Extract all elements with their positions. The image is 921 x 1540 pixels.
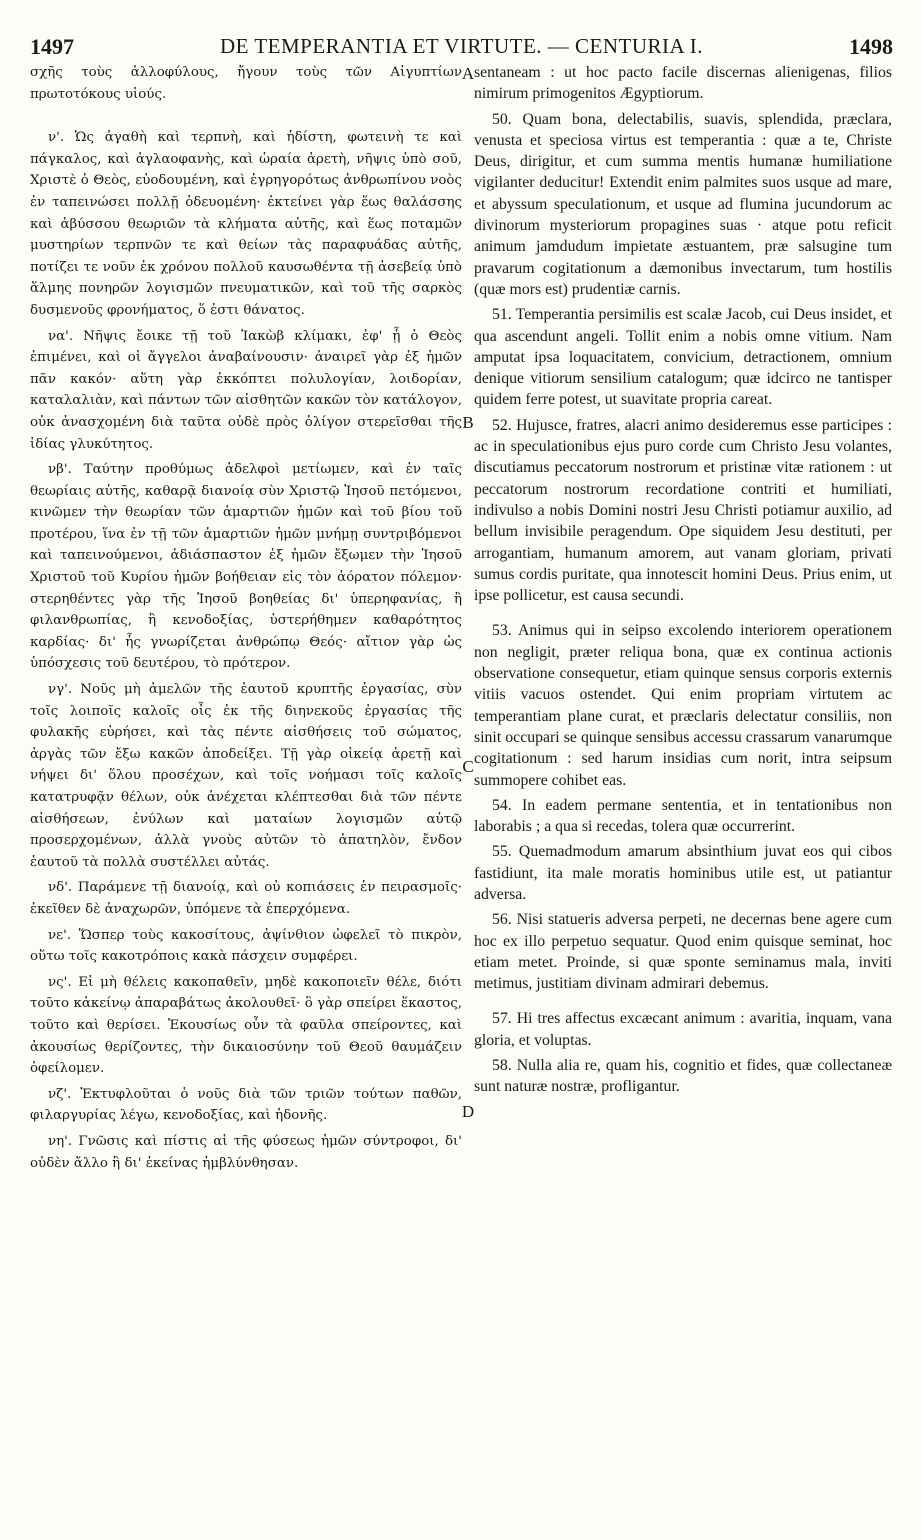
latin-paragraph-58: 58. Nulla alia re, quam his, cognitio et fides, quæ collectaneæ sunt naturæ nostræ, profligantur. [474, 1057, 892, 1096]
greek-paragraph-55: νε'. Ὥσπερ τοὺς κακοσίτους, ἀψίνθιον ὠφελεῖ τὸ πικρὸν, οὕτω τοῖς κακοτρόποις κακὰ πάσχειν συμφέρει. [30, 927, 462, 965]
latin-paragraph-50: 50. Quam bona, delectabilis, suavis, splendida, præclara, venusta et speciosa virtus est temperantia : quæ a te, Christe Deus, dirigitur, et cum summa mentis humanæ humiliatione vigilanter deducitur! Extendit enim palmites suos usque ad mare, et abyssum speculationum, et usque ad flumina jucundorum ac divinorum mysteriorum propagines suas · atque potu reficit animum jamdudum impietate æstuantem, præ salsugine tum pravarum cogitationum a dæmonibus invectarum, tum hostilis (quæ mors est) prudentiæ carnis. [474, 110, 892, 298]
latin-paragraph-57: 57. Hi tres affectus excæcant animum : avaritia, inquam, vana gloria, et voluptas. [474, 1010, 892, 1049]
greek-paragraph-56: νς'. Εἰ μὴ θέλεις κακοπαθεῖν, μηδὲ κακοποιεῖν θέλε, διότι τοῦτο κἀκείνῳ ἀπαραβάτως ἀκολουθεῖ· ὃ γὰρ σπείρει ἕκαστος, τοῦτο καὶ θερίσει. Ἑκουσίως οὖν τὰ φαῦλα σπείροντες, καὶ ἀκουσίως θερίζοντες, τὴν δικαιοσύνην τοῦ Θεοῦ θαυμάζειν ὀφείλομεν. [30, 974, 462, 1077]
latin-paragraph-54: 54. In eadem permane sententia, et in tentationibus non laborabis ; a qua si recedas, tolera quæ occurrerint. [474, 796, 892, 836]
margin-marker-c: C [462, 757, 474, 776]
greek-paragraph-58: νη'. Γνῶσις καὶ πίστις αἱ τῆς φύσεως ἡμῶν σύντροφοι, δι' οὐδὲν ἄλλο ἢ δι' ἐκείνας ἠμβλύνθησαν. [30, 1133, 462, 1171]
latin-paragraph-intro: sentaneam : ut hoc pacto facile discernas alienigenas, filios nimirum primogenitos Ægyptiorum. [474, 64, 892, 103]
running-title: DE TEMPERANTIA ET VIRTUTE. — CENTURIA I. [219, 34, 704, 58]
latin-paragraph-52: 52. Hujusce, fratres, alacri animo desideremus esse participes : ac in speculationibus ejus puro corde cum Christo Jesu volantes, discutiamus peccatorum nostrorum et pristinæ vitæ rationem : ut peccatorum nostrorum recordatione contriti et humiliati, indivulso a nobis Domini nostri Jesu Christi potiamur auxilio, ad bellum invisibile peragendum. Ope siquidem Jesu destituti, per arrogantiam, humanum amorem, aut vanam gloriam, privati sumus cordis puritate, qua innotescit homini Deus. Prius enim, ut ipse pollicetur, est causa secundi. [474, 416, 892, 605]
greek-paragraph-57: νζ'. Ἐκτυφλοῦται ὁ νοῦς διὰ τῶν τριῶν τούτων παθῶν, φιλαργυρίας λέγω, κενοδοξίας, καὶ ἡδονῆς. [30, 1086, 462, 1124]
margin-marker-d: D [461, 1102, 475, 1121]
latin-paragraph-53: 53. Animus qui in seipso excolendo interiorem operationem non negligit, præter reliqua bona, quæ ex continua actionis observatione consequetur, etiam quinque sensus corporis externis vitiis vacuos ostendet. Qui enim propriam virtutem ac temperantiam plane curat, et præclaris delectatur consiliis, non sinit occupari se quinque sensibus accessu crassarum vanarumque cogitationum : sed harum insidias cum norit, intra seipsum summopere cohibet eas. [474, 622, 892, 789]
margin-marker-b: B [462, 413, 474, 432]
latin-paragraph-51: 51. Temperantia persimilis est scalæ Jacob, cui Deus insidet, et qua ascendunt angeli. Tollit enim a nobis omne vitium. Nam amputat ipsa loquacitatem, convicium, detractionem, omnium denique vitiorum sensilium catalogum; quæ idcirco ne tantisper quidem ferre potest, ut suavitate propria careat. [474, 306, 892, 409]
running-header [30, 34, 893, 60]
latin-paragraph-56: 56. Nisi statueris adversa perpeti, ne decernas bene agere cum hoc ex illo perpetuo sequatur. Quod enim quisque seminat, hoc etiam metet. Proinde, si quæ sponte seminamus mala, inviti metimus, justitiam divinam admirari debemus. [474, 911, 892, 993]
greek-column [30, 62, 462, 1520]
margin-marker-a: A [461, 64, 475, 83]
page-number-left: 1497 [30, 34, 74, 59]
latin-paragraph-55: 55. Quemadmodum amarum absinthium juvat eos qui cibos fastidiunt, ita male moratis hominibus utile est, ut patiantur adversa. [474, 843, 892, 903]
page-number-right: 1498 [849, 34, 893, 59]
latin-column [474, 62, 892, 1520]
greek-paragraph-54: νδ'. Παράμενε τῇ διανοίᾳ, καὶ οὐ κοπιάσεις ἐν πειρασμοῖς· ἐκεῖθεν δὲ ἀναχωρῶν, ὑπόμενε τὰ ἐπερχόμενα. [30, 880, 462, 917]
greek-paragraph-52: νβ'. Ταύτην προθύμως ἀδελφοὶ μετίωμεν, καὶ ἐν ταῖς θεωρίαις αὐτῆς, καθαρᾷ διανοίᾳ σὺν Χριστῷ Ἰησοῦ πετόμενοι, κινῶμεν τὴν θεωρίαν τῶν ἁμαρτιῶν ἡμῶν καὶ τοῦ βίου τοῦ προτέρου, ἵνα ἐν τῇ τῶν ἁμαρτιῶν ἡμῶν μνήμῃ συντριβόμενοι καὶ ταπεινούμενοι, ἀδιάσπαστον ἐξ ἡμῶν ἔξωμεν τὴν Ἰησοῦ Χριστοῦ τοῦ Κυρίου ἡμῶν βοήθειαν εἰς τὸν ἀόρατον πόλεμον· στερηθέντες γὰρ τῆς Ἰησοῦ βοηθείας δι' ὑπερηφανίας, ἢ φιλανθρωπίας, ἢ κενοδοξίας, ὑστερήθημεν καθαρότητος καρδίας· δι' ἧς γνωρίζεται ἀνθρώπῳ Θεός· αἴτιον γὰρ ὡς ὑπόσχεσις τοῦ δευτέρου, τὸ πρότερον. [30, 462, 462, 672]
greek-paragraph-50: ν'. Ὡς ἀγαθὴ καὶ τερπνὴ, καὶ ἡδίστη, φωτεινὴ τε καὶ πάγκαλος, καὶ ἀγλαοφανὴς, καὶ ὡραία ἀρετὴ, νῆψις ὑπὸ σοῦ, Χριστὲ ὁ Θεὸς, εὐοδουμένη, καὶ ἐγρηγορότως ἀνθρωπίνου νοὸς ἐν ταπεινώσει πολλῇ ὁδευομένη· ἐκτείνει γὰρ ἕως θαλάσσης καὶ ἀβύσσου θεωριῶν τὰ κλήματα αὐτῆς, καὶ ἕως ποταμῶν μυστηρίων τερπνῶν τε καὶ θείων τὰς παραφυάδας αὐτῆς, ποτίζει τε νοῦν ἐκ χρόνου πολλοῦ καυσωθέντα τῇ ἀσεβείᾳ ὑπὸ ἅλμης πονηρῶν λογισμῶν πνευματικῶν, καὶ τοῦ τῆς σαρκὸς δυσμενοῦς φρονήματος, ὅ ἐστι θάνατος. [30, 130, 462, 318]
greek-paragraph-intro: σχῆς τοὺς ἀλλοφύλους, ἤγουν τοὺς τῶν Αἰγυπτίων πρωτοτόκους υἱούς. [30, 65, 462, 102]
greek-paragraph-53: νγ'. Νοῦς μὴ ἀμελῶν τῆς ἑαυτοῦ κρυπτῆς ἐργασίας, σὺν τοῖς λοιποῖς καλοῖς οἷς ἐκ τῆς διηνεκοῦς ἐργασίας τῆς φυλακῆς εὑρήσει, καὶ τὰς πέντε αἰσθήσεις τοῦ σώματος, ἀργὰς τῶν ἔξω κακῶν ἀποδείξει. Τῇ γὰρ οἰκείᾳ ἀρετῇ καὶ νήψει δι' ὅλου προσέχων, καὶ τοῖς νοήμασι τοῖς καλοῖς κατατρυφᾷν θέλων, οὐκ ἀνέχεται κλέπτεσθαι διὰ τῶν πέντε αἰσθήσεων, ἐνύλων καὶ ματαίων λογισμῶν αὐτῷ προσερχομένων, ἀλλὰ γνοὺς αὐτῶν τὸ ἀπατηλὸν, ἔνδον ἑαυτοῦ τὰ πολλὰ συστέλλει αὐτάς. [30, 682, 462, 870]
greek-paragraph-51: να'. Νῆψις ἔοικε τῇ τοῦ Ἰακὼβ κλίμακι, ἐφ' ᾗ ὁ Θεὸς ἐπιμένει, καὶ οἱ ἄγγελοι ἀναβαίνουσιν· ἀναιρεῖ γὰρ ἐξ ἡμῶν πᾶν κακόν· αὕτη γὰρ ἐκκόπτει πολυλογίαν, λοιδορίαν, καταλαλιὰν, καὶ πάντων τῶν αἰσθητῶν κακῶν τὸν κατάλογον, οὐκ ἀνασχομένη διὰ ταῦτα οὐδὲ πρὸς ὀλίγον στερεῖσθαι τῆς ἰδίας γλυκύτητος. [30, 328, 462, 452]
